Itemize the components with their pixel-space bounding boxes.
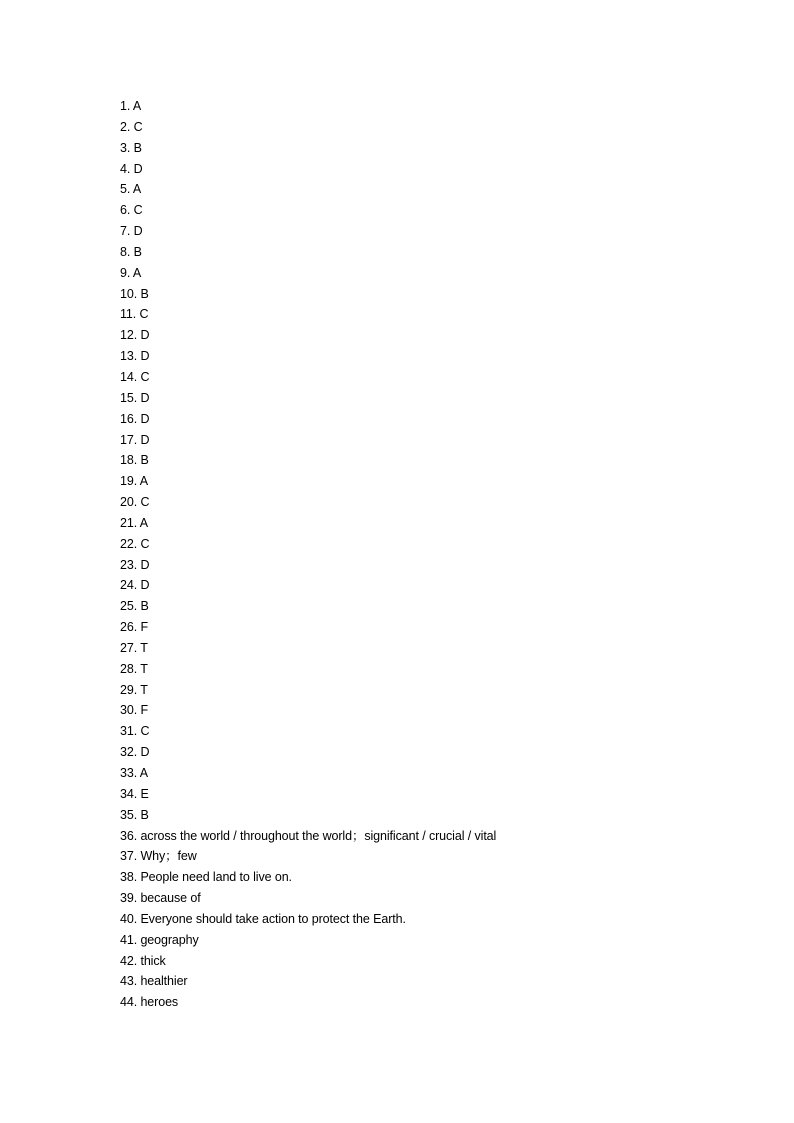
answer-line: 16. D [120,411,150,426]
answer-line: 36. across the world / throughout the world；significant / crucial / vital [120,828,497,843]
answer-line: 34. E [120,786,149,801]
answer-line: 24. D [120,578,150,593]
answer-line: 32. D [120,745,150,760]
answer-line: 28. T [120,661,148,676]
answer-line: 27. T [120,640,148,655]
answer-line: 23. D [120,557,150,572]
answer-line: 5. A [120,182,142,197]
answer-line: 18. B [120,453,149,468]
answer-line: 20. C [120,495,150,510]
answer-line: 33. A [120,766,148,780]
answer-line: 2. C [120,119,143,134]
answer-line: 9. A [120,265,142,280]
answer-key-list [120,96,496,1013]
answer-line: 7. D [120,224,143,239]
answer-line: 35. B [120,807,149,822]
answer-line: 29. T [120,682,148,697]
answer-line: 14. C [120,369,150,384]
answer-line: 44. heroes [120,995,179,1010]
answer-line: 37. Why；few [120,849,197,864]
answer-line: 19. A [120,474,148,489]
answer-line: 3. B [120,140,142,155]
answer-line: 1. A [120,99,142,113]
answer-line: 8. B [120,244,142,259]
answer-line: 25. B [120,599,149,614]
answer-line: 30. F [120,703,148,718]
answer-line: 40. Everyone should take action to protect the Earth. [120,911,406,926]
answer-line: 41. geography [120,932,199,947]
answer-line: 17. D [120,432,150,447]
answer-line: 22. C [120,536,150,551]
answer-line: 43. healthier [120,974,188,989]
answer-line: 6. C [120,203,143,218]
answer-line: 21. A [120,515,148,530]
answer-line: 11. C [120,307,149,322]
answer-line: 15. D [120,390,150,405]
answer-line: 42. thick [120,953,166,968]
answer-line: 4. D [120,161,143,176]
answer-line: 26. F [120,620,148,635]
answer-line: 39. because of [120,891,201,906]
answer-line: 12. D [120,328,150,343]
answer-line: 38. People need land to live on. [120,870,292,885]
answer-line: 10. B [120,286,149,301]
answer-line: 31. C [120,724,150,739]
answer-line: 13. D [120,349,150,364]
